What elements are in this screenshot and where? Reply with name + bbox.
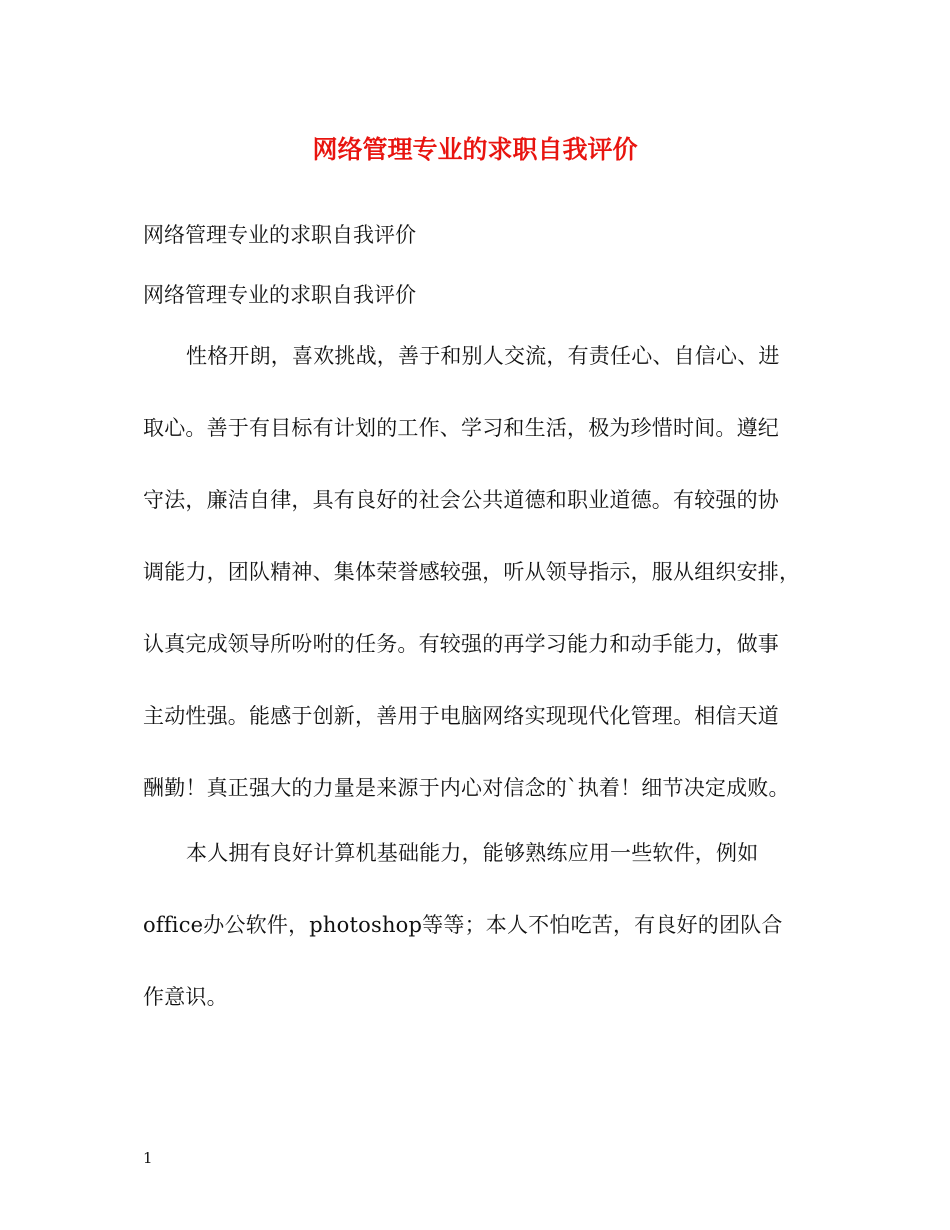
paragraph-1-line-4: 调能力，团队精神、集体荣誉感较强，听从领导指示，服从组织安排， [143,560,801,584]
document-title: 网络管理专业的求职自我评价 [312,135,638,164]
heading-line-1: 网络管理专业的求职自我评价 [143,223,416,247]
page-number: 1 [143,1149,153,1167]
paragraph-1-line-7: 酬勤！真正强大的力量是来源于内心对信念的`执着！细节决定成败。 [143,776,790,800]
heading-line-2: 网络管理专业的求职自我评价 [143,283,416,307]
paragraph-1-line-2: 取心。善于有目标有计划的工作、学习和生活，极为珍惜时间。遵纪 [143,416,779,440]
paragraph-1-line-3: 守法，廉洁自律，具有良好的社会公共道德和职业道德。有较强的协 [143,488,779,512]
paragraph-1-line-6: 主动性强。能感于创新，善用于电脑网络实现现代化管理。相信天道 [143,704,779,728]
paragraph-2-line-1: 本人拥有良好计算机基础能力，能够熟练应用一些软件，例如 [186,841,759,865]
paragraph-1-line-1: 性格开朗，喜欢挑战，善于和别人交流，有责任心、自信心、进 [186,344,780,368]
paragraph-1-line-5: 认真完成领导所吩咐的任务。有较强的再学习能力和动手能力，做事 [143,632,779,656]
paragraph-2-line-2: office办公软件，photoshop等等；本人不怕吃苦，有良好的团队合 [143,913,783,937]
paragraph-2-line-3: 作意识。 [143,985,228,1009]
